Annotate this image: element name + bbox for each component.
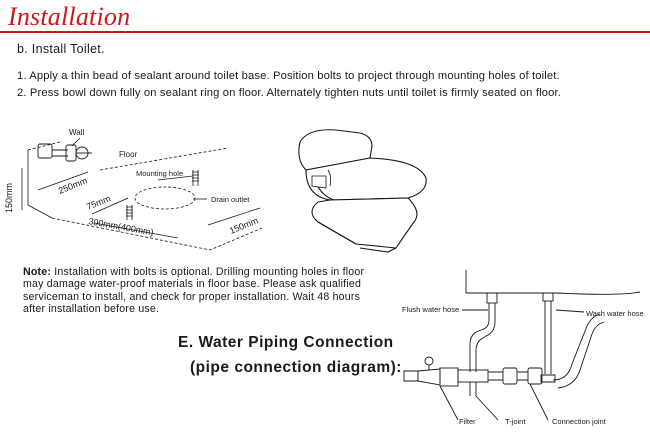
wall-label: Wall bbox=[69, 128, 85, 137]
filter-icon bbox=[404, 357, 458, 386]
dim-150mm-right-label: 150mm bbox=[228, 215, 260, 236]
drain-outlet-shape bbox=[135, 187, 195, 209]
wash-hose-leader bbox=[556, 310, 584, 312]
installation-note bbox=[23, 266, 368, 316]
dim-75mm-label: 75mm bbox=[85, 193, 112, 212]
toilet-illustration bbox=[299, 130, 426, 252]
page-title: Installation bbox=[8, 2, 131, 31]
connection-joint-label: Connection joint bbox=[552, 417, 606, 426]
flush-water-hose-label: Flush water hose bbox=[402, 305, 460, 314]
bolt-icon-right bbox=[192, 170, 199, 186]
wall-valve-icon bbox=[38, 144, 92, 161]
drain-outlet-label: Drain outlet bbox=[211, 195, 250, 204]
toilet-base-outline bbox=[466, 270, 640, 294]
filter-label: Filter bbox=[459, 417, 476, 426]
t-joint-leader bbox=[476, 396, 498, 420]
wall-edge bbox=[28, 150, 52, 218]
note-text: Installation with bolts is optional. Drilling mounting holes in floor may damage water-proof materials in floor base. Please ask qualified serviceman to install, and check for proper installation. Wait 48 hours after installation before use. bbox=[23, 266, 365, 316]
dim-150mm-left-label: 150mm bbox=[4, 182, 14, 213]
water-piping-subtitle: (pipe connection diagram): bbox=[190, 359, 402, 376]
step-1-text: 1. Apply a thin bead of sealant around toilet base. Position bolts to project through mounting holes of toilet. bbox=[17, 70, 560, 82]
connection-joint-leader bbox=[530, 384, 548, 420]
bolt-icon-left bbox=[126, 205, 133, 220]
note-label: Note: bbox=[23, 266, 52, 278]
connection-joint-icon bbox=[503, 368, 542, 384]
wash-water-hose-label: Wash water hose bbox=[586, 309, 644, 318]
piping-diagram bbox=[404, 270, 640, 420]
dim-300mm-label: 300mm(400mm) bbox=[87, 216, 155, 238]
mounting-hole-label: Mounting hole bbox=[136, 169, 184, 178]
t-joint-icon bbox=[458, 370, 488, 396]
wash-water-hose bbox=[553, 314, 604, 388]
floor-label: Floor bbox=[119, 150, 138, 159]
t-joint-label: T-joint bbox=[505, 417, 526, 426]
wash-hose-connector bbox=[541, 293, 555, 382]
section-title: b. Install Toilet. bbox=[17, 42, 105, 56]
wall-leader-line bbox=[72, 138, 80, 146]
dim-250mm-label: 250mm bbox=[57, 175, 89, 196]
flush-hose-connector bbox=[470, 293, 497, 372]
filter-leader bbox=[440, 386, 458, 420]
step-2-text: 2. Press bowl down fully on sealant ring on floor. Alternately tighten nuts until toilet is firmly seated on floor. bbox=[17, 87, 561, 99]
water-piping-title: E. Water Piping Connection bbox=[178, 334, 394, 351]
wall-top-edge bbox=[28, 142, 60, 150]
